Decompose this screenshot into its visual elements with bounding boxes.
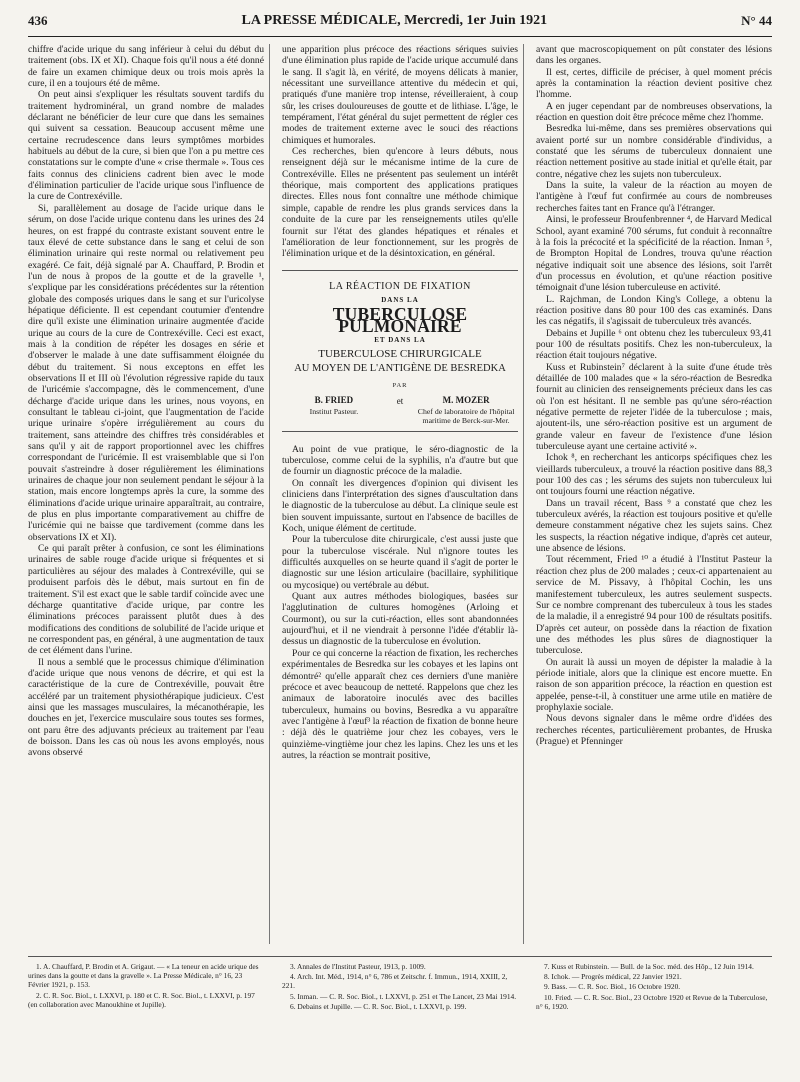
title-block-rule [282, 431, 518, 432]
paragraph: Debains et Jupille ⁶ ont obtenu chez les tuberculeux 93,41 pour 100 de résultats positifs. Chez les non-tuberculeux, la réaction était toujours négative. [536, 327, 772, 362]
paragraph: L. Rajchman, de London King's College, a obtenu la réaction positive dans 80 pour 100 des cas examinés. Dans les cas négatifs, il s'agissait de tuberculeux très avancés. [536, 293, 772, 328]
article-title: TUBERCULOSE PULMONAIRE [332, 304, 468, 336]
paragraph: On connaît les divergences d'opinion qui divisent les cliniciens dans l'interprétation des signes d'auscultation dans le diagnostic de la tuberculose au début. La clinique seule est bien souvent impuissante, surtout en l'absence de bacilles de Koch, unique élément de certitude. [282, 477, 518, 535]
article-et-dans-la: ET DANS LA [374, 335, 426, 344]
article-body-start [282, 444, 518, 762]
footnote-rule [28, 956, 772, 957]
footnotes-left [28, 962, 264, 1012]
middle-column [282, 44, 518, 952]
right-column [536, 44, 772, 952]
paragraph: Dans un travail récent, Bass ⁹ a constaté que chez les tuberculeux avérés, la réaction est toujours positive et qu'elle demeure constamment négative chez les sujets sains. Chez les suspects, la réaction négative indique, d'après cet auteur, une absence de lésions. [536, 497, 772, 555]
paragraph: Pour ce qui concerne la réaction de fixation, les recherches expérimentales de Besredka sur les cobayes et les lapins ont démontré² qu'elle apparaît chez ces derniers d'une manière précoce et avec beaucoup de netteté. Rappelons que chez les animaux de laboratoire inoculés avec des bacilles tuberculeux, humains ou bovins, Besredka a vu apparaître avec l'antigène à l'œuf³ la réaction de fixation de bonne heure : déjà dès le quatrième jour chez les cobayes, vers le quinzième-vingtième jour chez les lapins. Chez les uns et les autres, la réaction se montrait positive, [282, 647, 518, 761]
footnote: 7. Kuss et Rubinstein. — Bull. de la Soc. méd. des Hôp., 12 Juin 1914. [544, 962, 754, 971]
footnote: 2. C. R. Soc. Biol., t. LXXVI, p. 180 et C. R. Soc. Biol., t. LXXVI, p. 197 (en collaboration avec Manoukhine et Jupille). [28, 990, 255, 1009]
author-2-affiliation: Chef de laboratoire de l'hôpital maritime de Berck-sur-Mer. [417, 406, 515, 425]
paragraph: chiffre d'acide urique du sang inférieur à celui du début du traitement (obs. IX et XI). Chaque fois qu'il nous a été donné de faire un examen chimique deux ou trois mois après la cure, il en a toujours été de même. [28, 44, 264, 90]
left-column [28, 44, 264, 952]
paragraph: Kuss et Rubinstein⁷ déclarent à la suite d'une étude très détaillée de 100 malades que « la séro-réaction de Besredka fournit au clinicien des renseignements précieux dans les cas où l'on est hésitant. Il ne semble pas qu'une séro-réaction négative permette de rejeter l'idée de la tuberculose ; mais, ajoutent-ils, une séro-réaction positive est un argument de grande valeur en faveur de l'existence d'une lésion tuberculeuse ayant une certaine activité ». [536, 361, 772, 453]
page-header [28, 8, 772, 34]
paragraph: Nous devons signaler dans le même ordre d'idées des recherches récentes, particulièrement probantes, de Hruska (Prague) et Pfenninger [536, 713, 772, 747]
header-rule [28, 36, 772, 37]
article-par: PAR [392, 381, 408, 389]
article-authors [282, 395, 518, 424]
article-kicker: LA RÉACTION DE FIXATION [329, 280, 471, 292]
body-columns [28, 44, 772, 952]
article-dans-la: DANS LA [381, 295, 419, 304]
author-2-name: M. MOZER [442, 395, 490, 406]
footnotes-right [536, 962, 772, 1012]
article-subtitle-2: AU MOYEN DE L'ANTIGÈNE DE BESREDKA [294, 362, 506, 374]
paragraph: Ainsi, le professeur Broufenbrenner ⁴, de Harvard Medical School, ayant examiné 700 sérums, fut conduit à reconnaître à la fois la précocité et la spécificité de la réaction. Inman ⁵, de Brompton Hopital de Londres, trouva qu'une réaction négative indiquait soit une absence des lésions, soit l'arrêt d'un processus en évolution, et qu'une réaction positive témoignait d'une lésion tuberculeuse en activité. [536, 214, 772, 294]
paragraph: Quant aux autres méthodes biologiques, basées sur l'agglutination de cultures homogènes (Arloing et Courmont), ou sur la cuti-réaction, elles sont abandonnées aujourd'hui, et il ne viendrait à personne l'idée d'établir là-dessus un diagnostic de la tuberculose en évolution. [282, 591, 518, 648]
footnote: 10. Fried. — C. R. Soc. Biol., 23 Octobre 1920 et Revue de la Tuberculose, n° 6, 1920. [536, 992, 768, 1011]
footnote: 9. Bass. — C. R. Soc. Biol., 16 Octobre 1920. [544, 982, 681, 992]
author-1 [282, 395, 386, 424]
footnote: 8. Ichok. — Progrès médical, 22 Janvier 1921. [544, 972, 682, 982]
paragraph: Ce qui paraît prêter à confusion, ce sont les éliminations urinaires de sable rouge d'acide urique si fréquentes et si particulières au séjour des malades à Contrexéville, qui se produisent parfois dès le début, mais surtout en fin de traitement. S'il est exact que le sable tardif coïncide avec une décharge quantitative d'acide urique, par contre les éliminations précoces paraissent plutôt dues à des modifications des conditions de solubilité de l'acide urique et ne correspondent pas, en général, à une augmentation de taux de cet élément dans l'urine. [28, 543, 264, 657]
footnotes [28, 962, 772, 1012]
paragraph: On aurait là aussi un moyen de dépister la maladie à la période initiale, alors que la clinique est encore muette. En raison de son apparition précoce, la réaction en question est appelée, pense-t-il, à constituer une arme utile en matière de prophylaxie sociale. [536, 656, 772, 713]
page-number: 436 [28, 13, 48, 28]
previous-article-end [282, 44, 518, 260]
footnote: 4. Arch. Int. Méd., 1914, n° 6, 786 et Zeitschr. f. Immun., 1914, XXIII, 2, 221. [282, 972, 508, 991]
footnotes-middle [282, 962, 518, 1012]
journal-title: LA PRESSE MÉDICALE, Mercredi, 1er Juin 1921 [241, 13, 548, 28]
paragraph: Ces recherches, bien qu'encore à leurs débuts, nous renseignent déjà sur le mécanisme intime de la cure de Contrexéville. Elles ne présentent pas seulement un intérêt théorique, mais comportent des applications pratiques directes. Elles nous font connaître une méthode chimique simple, capable de rendre les plus grands services dans la conduite de la cure par les renseignements utiles qu'elle fournit sur l'état des glandes hépatiques et rénales et l'amélioration de leur fonctionnement, sur les progrès de l'élimination urique et de la désintoxication, en général. [282, 146, 518, 260]
paragraph: Besredka lui-même, dans ses premières observations qui avaient porté sur un nombre considérable d'individus, a constaté que les sérums de tuberculeux donnaient une réaction nettement positive au stade initial et qu'elle était, par contre, négative chez les sujets non tuberculeux. [536, 123, 772, 180]
paragraph: A en juger cependant par de nombreuses observations, la réaction en question doit être précoce même chez l'homme. [536, 100, 772, 124]
paragraph: Il est, certes, difficile de préciser, à quel moment précis après la contamination la réaction devient positive chez l'homme. [536, 66, 772, 101]
paragraph: Si, parallèlement au dosage de l'acide urique dans le sérum, on dose l'acide urique contenu dans les urines des 24 heures, on est frappé du contraste existant souvent entre le taux élevé de cette substance dans le sang et celui de son élimination urinaire qui reste normal ou relativement peu exagéré. Ce fait, déjà signalé par A. Chauffard, P. Brodin et l'un de nous à propos de la goutte et de la gravelle ¹, s'explique par les considérations précédentes sur la rétention globale des composés uriques dans le sang et sur l'uricolyse hépatique déficiente. Il est cependant coutumier d'entendre dire qu'il existe une élimination urinaire augmentée d'acide urique au cours de la cure de Contrexéville. Ceci est exact, mais à la condition de répéter les dosages en série et d'observer le malade à une date suffisamment éloignée du début du traitement. Si nous exceptons en effet les observations II et III où l'évolution régressive rapide du taux de l'uricémie s'accompagne, dès le commencement, d'une décharge d'acide urique dans les urines, nous voyons, en consultant le tableau ci-joint, que l'augmentation de l'acide urique urinaire s'opère irrégulièrement au cours du traitement, sans atteindre des chiffres très considérables et sans qu'il y ait de rapport proportionnel avec les chiffres correspondant de l'uricémie. Il est vraisemblable que si l'on pouvait s'astreindre à doser régulièrement les éliminations urinaires de chaque jour non seulement pendant le séjour à la station, mais encore longtemps après la cure, la somme des éliminations d'acide urique urinaire apparaîtrait, au contraire, de plus en plus importante comparativement au chiffre de l'uricémie qui ne baisse que tardivement (comme dans les observations IX et XI). [28, 202, 264, 543]
footnote: 6. Debains et Jupille. — C. R. Soc. Biol., t. LXXVI, p. 199. [290, 1001, 467, 1011]
author-1-name: B. FRIED [314, 395, 354, 406]
paragraph: Il nous a semblé que le processus chimique d'élimination d'acide urique que nous venons de décrire, et qui est la caractéristique de la cure de Contrexéville, pouvait être accéléré par un traitement physiothérapique judicieux. C'est ainsi que les massages musculaires, la mécanothérapie, les douches en jet, l'exercice musculaire sous toutes ses formes, ont paru être des adjuvants précieux au traitement par l'eau de boisson. Dans les cas où nous les avons employés, nous avons observé [28, 656, 264, 759]
paragraph: une apparition plus précoce des réactions sériques suivies d'une élimination plus rapide de l'acide urique accumulé dans le sang. Il s'agit là, en vérité, de moyens délicats à manier, nécessitant une surveillance attentive du médecin et qui, pratiqués d'une manière trop intense, réveilleraient, à coup sûr, les crises douloureuses de goutte et de lithiase. L'âge, le tempérament, l'état général du sujet permettent de régler ces modes de traitement externe avec le souci des réactions chimiques et humorales. [282, 44, 518, 146]
article-subtitle: TUBERCULOSE CHIRURGICALE [318, 348, 482, 361]
author-1-affiliation: Institut Pasteur. [309, 406, 359, 416]
authors-et: et [396, 396, 404, 407]
footnote: 5. Inman. — C. R. Soc. Biol., t. LXXVI, p. 251 et The Lancet, 23 Mai 1914. [290, 991, 517, 1001]
paragraph: Tout récemment, Fried ¹⁰ a étudié à l'Institut Pasteur la réaction chez plus de 200 malades ; ceux-ci appartenaient au service de M. Pissavy, à l'hôpital Cochin, les uns manifestement tuberculeux, les autres seulement suspects. Sur ce nombre comprenant des tuberculeux à tous les stades de la maladie, il a enregistré 94 pour 100 de résultats positifs. D'après cet auteur, on possède dans la réaction de fixation une des méthodes les plus sûres de diagnostiquer la tuberculose. [536, 554, 772, 657]
footnote: 3. Annales de l'Institut Pasteur, 1913, p. 1009. [290, 962, 426, 971]
paragraph: Pour la tuberculose dite chirurgicale, c'est aussi juste que pour la tuberculose viscérale. Nul n'ignore toutes les difficultés auxquelles on se heurte quand il s'agit de porter le diagnostic sur une lésion articulaire (bacillaire, syphilitique ou mycosique) ou vertébrale au début. [282, 534, 518, 591]
paragraph: Au point de vue pratique, le séro-diagnostic de la tuberculose, comme celui de la syphilis, n'a d'autre but que de fournir un diagnostic précoce de la maladie. [282, 443, 518, 478]
issue-number: N° 44 [741, 13, 772, 28]
author-2 [414, 395, 518, 424]
paragraph: Dans la suite, la valeur de la réaction au moyen de l'antigène à l'œuf fut confirmée au cours de nombreuses recherches faites tant en France qu'à l'étranger. [536, 180, 772, 214]
paragraph: avant que macroscopiquement on pût constater des lésions dans les organes. [536, 44, 772, 67]
paragraph: On peut ainsi s'expliquer les résultats souvent tardifs du traitement hydrominéral, un grand nombre de malades déclarant ne bénéficier de leur cure que dans les semaines qui suivent sa cessation. Beaucoup accusent même une certaine recrudescence dans leurs symptômes morbides habituels au début de la cure, si bien que l'on a pu mettre ces constatations sur le compte d'une « crise thermale ». Tous ces faits connus des cliniciens cadrent bien avec le mode d'élimination particulier de l'acide urique sous l'influence de la cure de Contrexéville. [28, 89, 264, 203]
article-title-block [282, 270, 518, 432]
paragraph: Ichok ⁸, en recherchant les anticorps spécifiques chez les vieillards tuberculeux, a trouvé la réaction positive dans 88,3 pour 100 des cas ; les sérums des sujets non tuberculeux lui ont toujours fourni une réaction négative. [536, 452, 772, 498]
footnote: 1. A. Chauffard, P. Brodin et A. Grigaut. — « La teneur en acide urique des urines dans la goutte et dans la gravelle ». La Presse Médicale, n° 16, 23 Février 1921, p. 153. [28, 962, 259, 990]
